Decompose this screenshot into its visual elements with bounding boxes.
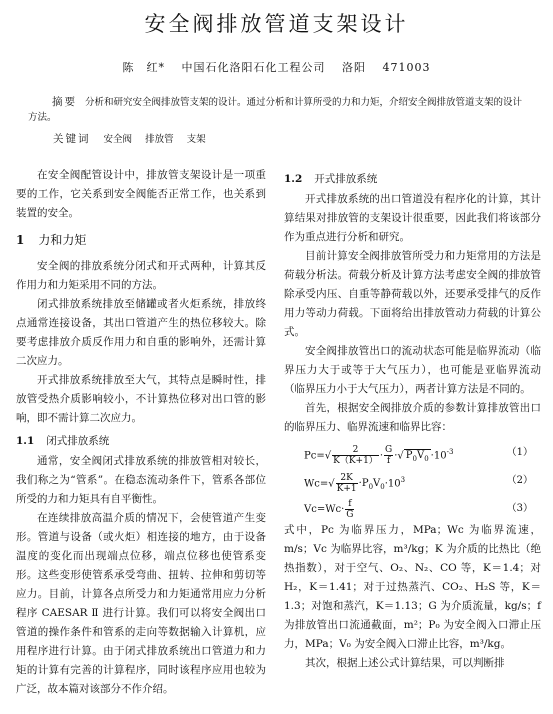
author-name: 陈 红* xyxy=(122,61,165,74)
left-column xyxy=(16,166,266,699)
subsection-title: 闭式排放系统 xyxy=(46,435,110,447)
paragraph: 首先，根据安全阀排放介质的参数计算排放管出口的临界压力、临界流速和临界比容： xyxy=(284,402,541,433)
paragraph: 通常，安全阀闭式排放系统的排放管相对较长，我们称之为“管系”。在稳态流动条件下，管系各部位所受的力和力矩具有自平衡性。 xyxy=(16,455,266,505)
section-heading xyxy=(16,231,266,249)
page-title: 安全阀排放管道支架设计 xyxy=(144,12,409,36)
subsection-heading xyxy=(284,170,541,189)
paragraph: 在连续排放高温介质的情况下，会使管道产生变形。管道与设备（或火炬）相连接的地方，由于设备温度的变化而出现端点位移，端点位移也使管系变形。这些变形使管系承受弯曲、扭转、拉伸和剪切等应力。目前，计算各点所受力和力矩通常用应力分析程序 CAESAR Ⅱ 进行计算。我们可以将安全阀出口管道的操作条件和管系的走向等数据输入计算机，应用程序进行计算。由于闭式排放系统出口管道力和力矩的计算有完善的计算程序，同时该程序应用也较为广泛，故本篇对该部分不作介绍。 xyxy=(16,512,266,695)
author-line xyxy=(0,59,553,75)
equation-number: （3） xyxy=(506,503,533,514)
equation-3: Vc=Wc· $\frac{f}{G}$ （3） xyxy=(304,499,533,520)
paragraph: 闭式排放系统排放至储罐或者火炬系统，排放终点通常连接设备，其出口管道产生的热位移较大。除要考虑排放介质反作用力和自重的影响外，还需计算二次应力。 xyxy=(16,298,266,367)
paragraph: 在安全阀配管设计中，排放管支架设计是一项重要的工作，它关系到安全阀能否正常工作，也关系到装置的安全。 xyxy=(16,169,266,219)
keyword-item: 安全阀 xyxy=(103,134,133,145)
paragraph: 安全阀排放管出口的流动状态可能是临界流动（临界压力大于或等于大气压力），也可能是亚临界流动（临界压力小于大气压力），两者计算方法是不同的。 xyxy=(284,345,541,395)
abstract-text: 分析和研究安全阀排放管支架的设计。通过分析和计算所受的力和力矩，介绍安全阀排放管道支架的设计方法。 xyxy=(28,97,523,123)
subsection-title: 开式排放系统 xyxy=(314,173,378,185)
paragraph: 开式排放系统排放至大气，其特点是瞬时性，排放管受热介质影响较小，不计算热位移对出口管的影响，即不需计算二次应力。 xyxy=(16,374,266,424)
keyword-item: 支架 xyxy=(186,134,206,145)
section-title: 力和力矩 xyxy=(38,233,87,247)
section-number: 1 xyxy=(16,233,25,247)
paragraph: 其次，根据上述公式计算结果，可以判断排 xyxy=(305,657,505,669)
abstract-label: 摘要 xyxy=(52,96,77,108)
keywords xyxy=(53,131,216,146)
paragraph: 目前计算安全阀排放管所受力和力矩常用的方法是荷载分析法。荷载分析及计算方法考虑安全阀的排放管除承受内压、自重等静荷载以外，还要承受排气的反作用力等动力荷载。下面将给出排放管动力荷载的计算公式。 xyxy=(284,250,541,338)
abstract xyxy=(28,95,528,125)
equation-2: Wc=√ $\frac{2K}{K+1}$ $\cdot P_0V_0\cdot 10^3$ （2） xyxy=(284,465,541,493)
keyword-item: 排放管 xyxy=(145,134,174,145)
keywords-label: 关键词 xyxy=(53,133,91,145)
author-city: 洛阳 xyxy=(342,61,366,74)
paragraph: 安全阀的排放系统分闭式和开式两种，计算其反作用力和力矩采用不同的方法。 xyxy=(16,260,266,291)
right-column xyxy=(284,166,541,673)
subsection-number: 1.1 xyxy=(16,435,35,447)
author-postcode: 471003 xyxy=(382,61,431,74)
author-org: 中国石化洛阳石化工程公司 xyxy=(181,61,326,74)
paragraph: 式中，Pc 为临界压力，MPa；Wc 为临界流速，m/s；Vc 为临界比容，m³/kg；K 为介质的比热比（绝热指数），对于空气、O₂、N₂、CO 等，K＝1.4；对 H₂，K＝1.41；对于过热蒸汽、CO₂、H₂S 等，K＝1.3；对饱和蒸汽，K＝1.13；G 为介质流量，kg/s；f 为排放管出口流通截面，m²；P₀ 为安全阀入口滞止压力，MPa；V₀ 为安全阀入口滞止比容，m³/kg。 xyxy=(284,524,541,650)
paragraph: 开式排放系统的出口管道没有程序化的计算，其计算结果对排放管的支架设计很重要，因此我们将该部分作为重点进行分析和研究。 xyxy=(284,193,541,243)
equation-number: （1） xyxy=(506,447,533,458)
subsection-heading xyxy=(16,432,266,451)
equation-1: Pc=√ $\frac{2}{K(K+1)}$ · $\frac{G}{f}$ ·√ $P_0V_0 \cdot 10^{-3}$ （1） xyxy=(284,437,541,465)
equation-number: （2） xyxy=(506,475,533,486)
subsection-number: 1.2 xyxy=(284,173,303,185)
